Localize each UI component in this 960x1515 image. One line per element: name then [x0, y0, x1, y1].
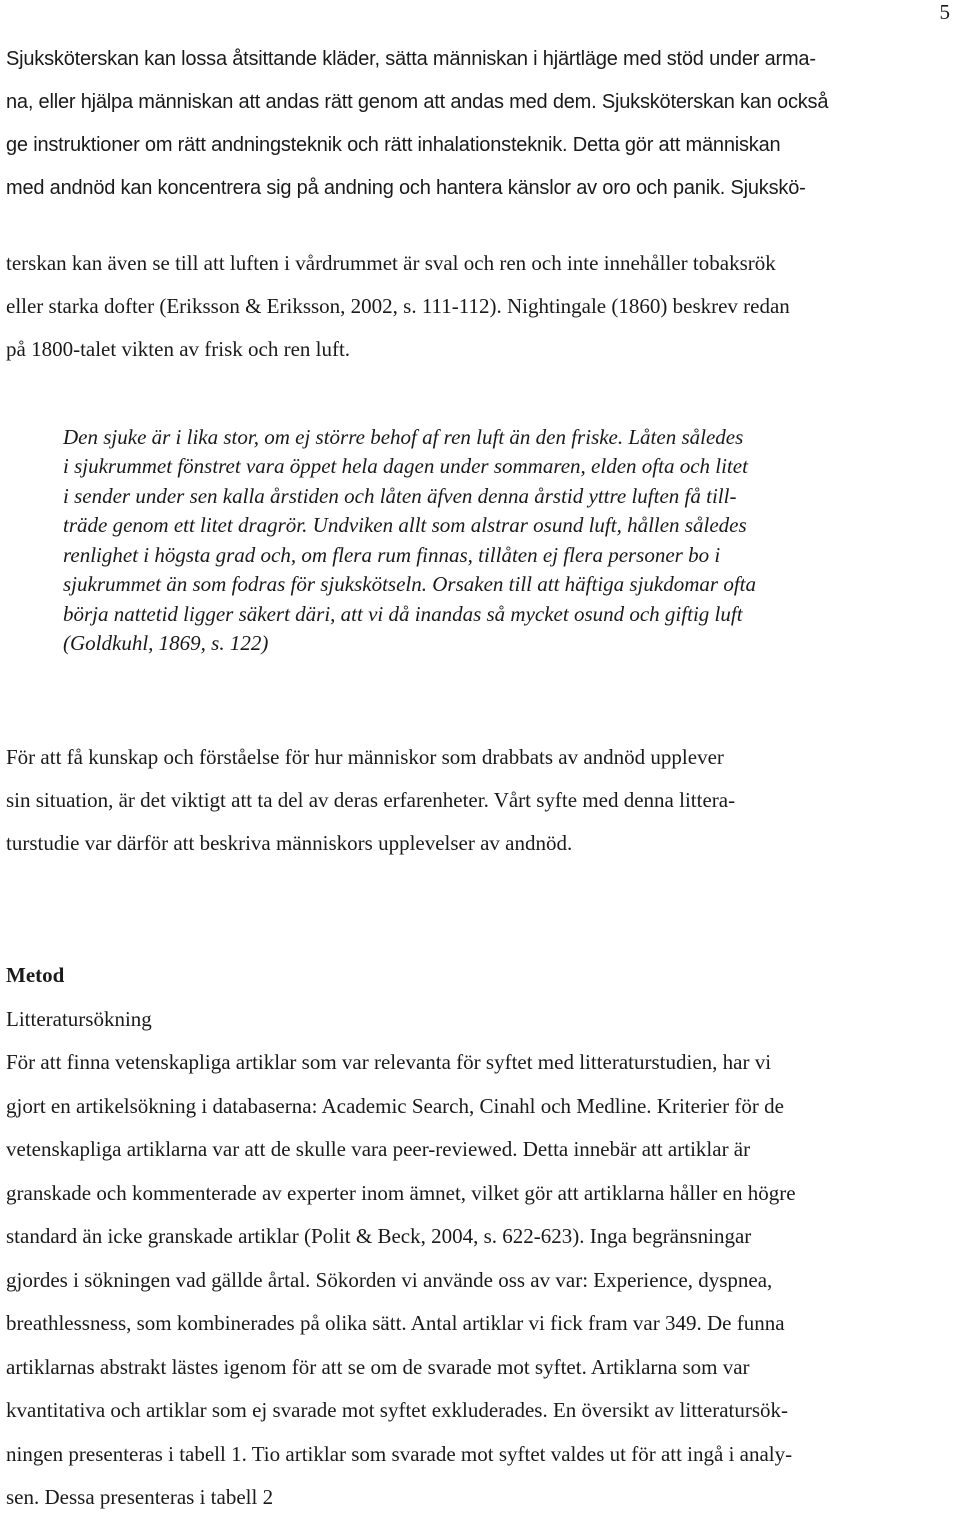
quote-line: sjukrummet än som fodras för sjukskötseln. Orsaken till att häftiga sjukdomar ofta: [63, 572, 756, 596]
paragraph-line: på 1800-talet vikten av frisk och ren luft.: [6, 337, 351, 361]
paragraph-line: Sjuksköterskan kan lossa åtsittande kläder, sätta människan i hjärtläge med stöd under arma-: [6, 48, 816, 70]
paragraph-line: artiklarnas abstrakt lästes igenom för att se om de svarade mot syftet. Artiklarna som var: [6, 1355, 750, 1379]
paragraph-line: breathlessness, som kombinerades på olika sätt. Antal artiklar vi fick fram var 349. De funna: [6, 1311, 785, 1335]
paragraph-line: na, eller hjälpa människan att andas rätt genom att andas med dem. Sjuksköterskan kan också: [6, 91, 829, 113]
paragraph-line: granskade och kommenterade av experter inom ämnet, vilket gör att artiklarna håller en högre: [6, 1181, 796, 1205]
section-heading: Metod: [6, 963, 65, 987]
paragraph-line: gjort en artikelsökning i databaserna: Academic Search, Cinahl och Medline. Kriterier för de: [6, 1094, 784, 1118]
paragraph-line: terskan kan även se till att luften i vårdrummet är sval och ren och inte innehåller tobaksrök: [6, 251, 776, 275]
paragraph-line: ningen presenteras i tabell 1. Tio artiklar som svarade mot syftet valdes ut för att ingå i analy-: [6, 1442, 793, 1466]
quote-line: börja nattetid ligger säkert däri, att vi då inandas så mycket osund och giftig luft: [63, 602, 743, 626]
paragraph-line: sin situation, är det viktigt att ta del av deras erfarenheter. Vårt syfte med denna littera-: [6, 788, 736, 812]
paragraph-line: sen. Dessa presenteras i tabell 2: [6, 1485, 274, 1509]
quote-line: träde genom ett litet dragrör. Undviken allt som alstrar osund luft, hållen således: [63, 513, 747, 537]
paragraph-line: vetenskapliga artiklarna var att de skulle vara peer-reviewed. Detta innebär att artiklar är: [6, 1137, 751, 1161]
paragraph-line: eller starka dofter (Eriksson & Eriksson, 2002, s. 111-112). Nightingale (1860) beskrev redan: [6, 294, 790, 318]
paragraph-line: gjordes i sökningen vad gällde årtal. Sökorden vi använde oss av var: Experience, dyspnea,: [6, 1268, 773, 1292]
quote-line: i sjukrummet fönstret vara öppet hela dagen under sommaren, elden ofta och litet: [63, 454, 748, 478]
paragraph-line: kvantitativa och artiklar som ej svarade mot syftet exkluderades. En översikt av litteratursök-: [6, 1398, 789, 1422]
paragraph-line: med andnöd kan koncentrera sig på andning och hantera känslor av oro och panik. Sjukskö-: [6, 177, 806, 199]
paragraph-line: standard än icke granskade artiklar (Polit & Beck, 2004, s. 622-623). Inga begränsningar: [6, 1224, 752, 1248]
paragraph-line: turstudie var därför att beskriva människors upplevelser av andnöd.: [6, 831, 573, 855]
quote-line: renlighet i högsta grad och, om flera rum finnas, tillåten ej flera personer bo i: [63, 543, 721, 567]
quote-citation: (Goldkuhl, 1869, s. 122): [63, 631, 269, 655]
page-number: 5: [939, 0, 950, 24]
quote-line: i sender under sen kalla årstiden och låten äfven denna årstid yttre luften få till-: [63, 484, 737, 508]
paragraph-line: För att finna vetenskapliga artiklar som var relevanta för syftet med litteraturstudien, har vi: [6, 1050, 772, 1074]
paragraph-line: ge instruktioner om rätt andningsteknik och rätt inhalationsteknik. Detta gör att människan: [6, 134, 781, 156]
paragraph-line: För att få kunskap och förståelse för hur människor som drabbats av andnöd upplever: [6, 745, 724, 769]
subsection-heading: Litteratursökning: [6, 1007, 152, 1031]
quote-line: Den sjuke är i lika stor, om ej större behof af ren luft än den friske. Låten således: [63, 425, 744, 449]
